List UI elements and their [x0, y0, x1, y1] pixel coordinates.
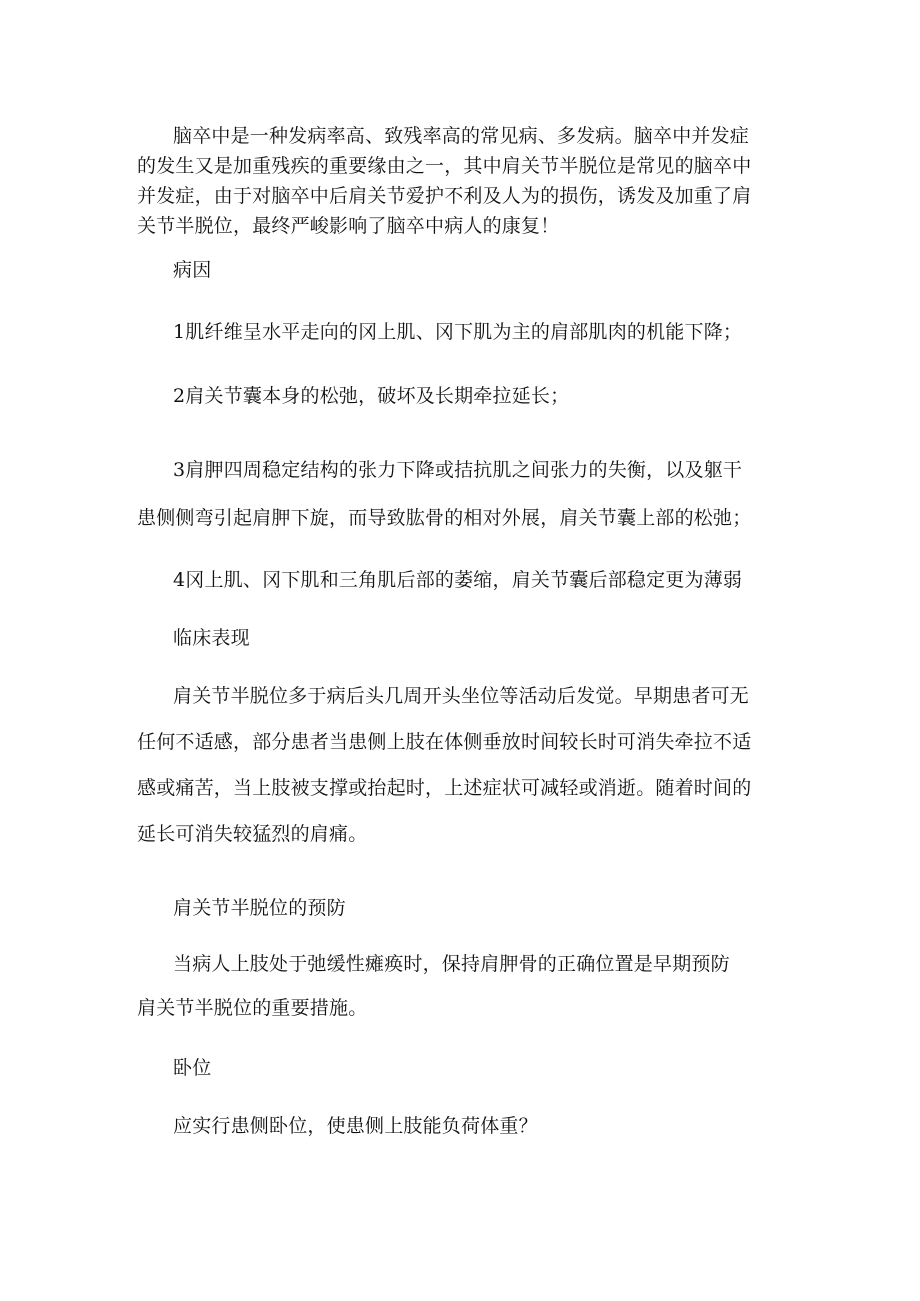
clinical-line-2: 任何不适感，部分患者当患侧上肢在体侧垂放时间较长时可消失牵拉不适 — [137, 731, 752, 753]
prevention-line-1: 当病人上肢处于弛缓性瘫痪时，保持肩胛骨的正确位置是早期预防 — [173, 953, 730, 975]
heading-prevention: 肩关节半脱位的预防 — [173, 897, 346, 919]
prevention-paragraph — [0, 949, 730, 1023]
cause-item-2: 2肩关节囊本身的松弛，破坏及长期牵拉延长； — [173, 385, 570, 407]
heading-clinical: 临床表现 — [173, 627, 250, 649]
lying-text: 应实行患侧卧位，使患侧上肢能负荷体重？ — [173, 1115, 538, 1137]
intro-line-2: 的发生又是加重残疾的重要缘由之一，其中肩关节半脱位是常见的脑卒中 — [137, 155, 752, 177]
intro-paragraph — [0, 121, 751, 241]
cause-3-line-2: 患侧侧弯引起肩胛下旋，而导致肱骨的相对外展，肩关节囊上部的松弛； — [137, 507, 752, 529]
intro-line-1: 脑卒中是一种发病率高、致残率高的常见病、多发病。脑卒中并发症 — [173, 125, 750, 147]
cause-item-4: 4冈上肌、冈下肌和三角肌后部的萎缩，肩关节囊后部稳定更为薄弱 — [173, 569, 743, 591]
heading-lying: 卧位 — [173, 1057, 212, 1079]
intro-line-3: 并发症，由于对脑卒中后肩关节爱护不利及人为的损伤，诱发及加重了肩 — [137, 185, 752, 207]
cause-item-1: 1肌纤维呈水平走向的冈上肌、冈下肌为主的肩部肌肉的机能下降； — [173, 321, 743, 343]
clinical-paragraph — [0, 681, 751, 849]
cause-item-3 — [0, 455, 751, 533]
intro-line-4: 关节半脱位，最终严峻影响了脑卒中病人的康复！ — [137, 215, 560, 237]
heading-cause: 病因 — [173, 259, 212, 281]
clinical-line-4: 延长可消失较猛烈的肩痛。 — [137, 823, 368, 845]
cause-3-line-1: 3肩胛四周稳定结构的张力下降或拮抗肌之间张力的失衡，以及躯干 — [173, 459, 743, 481]
clinical-line-3: 感或痛苦，当上肢被支撑或抬起时，上述症状可减轻或消逝。随着时间的 — [137, 777, 752, 799]
clinical-line-1: 肩关节半脱位多于病后头几周开头坐位等活动后发觉。早期患者可无 — [173, 685, 750, 707]
prevention-line-2: 肩关节半脱位的重要措施。 — [137, 997, 368, 1019]
